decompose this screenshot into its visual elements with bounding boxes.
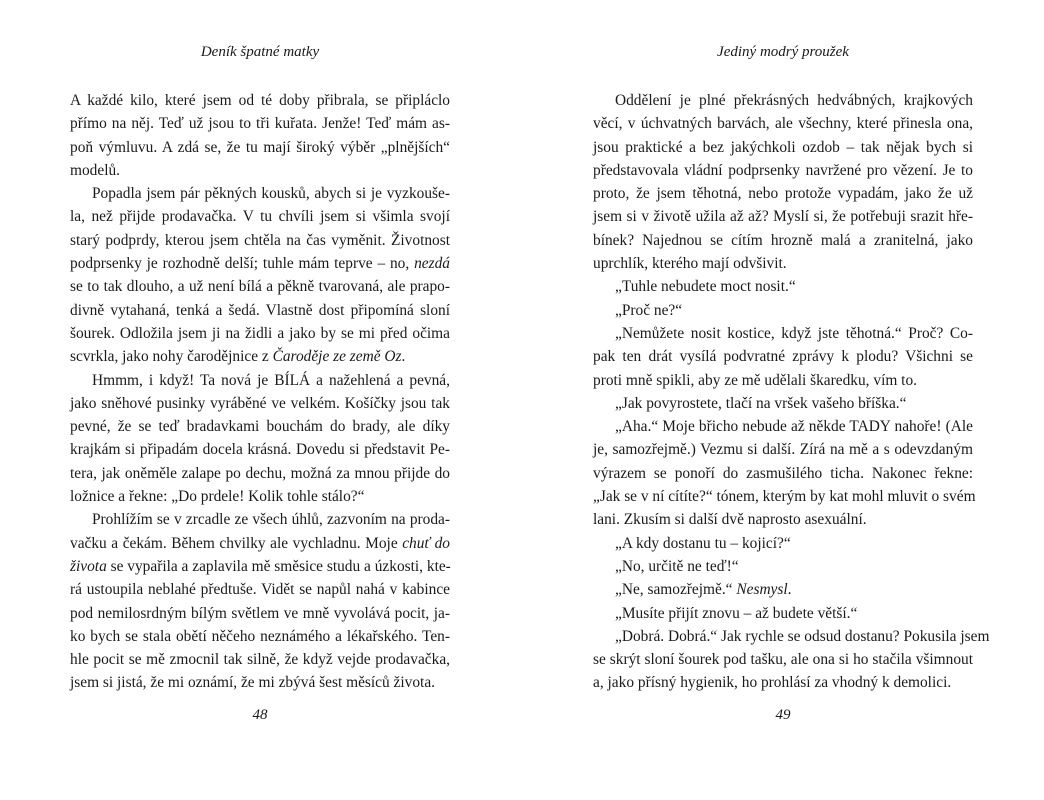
text-line: jako sněhové pusinky vyráběné ve velkém. Košíčky jsou tak [70, 394, 450, 412]
text-line: Prohlížím se v zrcadle ze všech úhlů, zazvoním na proda- [92, 511, 450, 529]
text-line: krajkám si připadám docela krásná. Dovedu si představit Pe- [70, 441, 450, 459]
left-page [70, 0, 450, 800]
text-line [593, 578, 973, 601]
text-line: „Aha.“ Moje břicho nebude až někde TADY nahoře! (Ale [615, 418, 973, 436]
text-line [70, 532, 450, 555]
text-run: . [401, 348, 406, 366]
text-line: „Musíte přijít znovu – až budete větší.“ [615, 604, 858, 622]
text-line: šourek. Odložila jsem ji na židli a jako by se mi před očima [70, 324, 450, 342]
text-line: „Tuhle nebudete moct nosit.“ [615, 278, 796, 296]
text-line: „Jak povyrostete, tlačí na vršek vašeho bříška.“ [615, 394, 907, 412]
right-body-text [593, 89, 990, 695]
text-line: „Nemůžete nosit kostice, když jste těhotná.“ Proč? Co- [615, 324, 973, 342]
text-run: se vypařila a zaplavila mě směsice studu a úzkosti, kte- [106, 557, 451, 575]
left-body-text [70, 89, 450, 695]
text-line: Hmmm, i když! Ta nová je BÍLÁ a nažehlená a pevná, [92, 371, 450, 389]
text-line: výrazem se ponoří do zasmušilého ticha. Nakonec řekne: [593, 464, 973, 482]
text-line [70, 555, 450, 578]
text-line: „Dobrá. Dobrá.“ Jak rychle se odsud dostanu? Pokusila jsem [615, 627, 990, 645]
text-run: scvrkla, jako nohy čarodějnice z [70, 348, 273, 366]
text-line: se to tak dlouho, a už není bílá a pěkně tvarovaná, ale prapo- [70, 278, 450, 296]
text-line: „Proč ne?“ [615, 301, 683, 319]
text-line: proto, že jsem těhotná, nebo protože vypadám, jako že už [593, 185, 973, 203]
text-line: tera, jak oněměle zalape po dechu, možná za mnou přijde do [70, 464, 450, 482]
text-line: se skrýt sloní šourek pod tašku, ale ona si ho stačila všimnout [593, 651, 973, 669]
text-line: Oddělení je plné překrásných hedvábných, krajkových [615, 92, 973, 109]
text-line: „No, určitě ne teď!“ [615, 557, 739, 575]
text-line: lani. Zkusím si další dvě naprosto asexuální. [593, 511, 867, 529]
right-running-head: Jediný modrý proužek [717, 44, 849, 60]
text-line: věcí, v úchvatných barvách, ale všechny, které přinesla ona, [593, 115, 973, 133]
right-page-number: 49 [775, 707, 791, 723]
text-run: vačku a čekám. Během chvilky ale vychladnu. Moje [70, 534, 403, 552]
text-run: „Ne, samozřejmě.“ [615, 581, 737, 599]
text-line: ložnice a řekne: „Do prdele! Kolik tohle stálo?“ [70, 488, 365, 506]
italic-run: života [70, 557, 107, 575]
italic-run: Čaroděje ze země Oz [272, 348, 402, 366]
italic-run: nezdá [414, 255, 450, 273]
text-line: a, jako přísný hygienik, ho prohlásí za vhodný k demolici. [593, 674, 952, 692]
text-line: „A kdy dostanu tu – kojicí?“ [615, 534, 791, 552]
italic-run: Nesmysl [736, 581, 788, 599]
text-line: la, než přijde prodavačka. V tu chvíli jsem si všimla svojí [70, 208, 450, 226]
right-page [593, 0, 990, 800]
text-run: podprsenky je rozhodně delší; tuhle mám teprve – no, [70, 255, 415, 273]
text-line [70, 345, 450, 368]
text-line: poň výmluvu. A zdá se, že tu mají široký výběr „plnějších“ [70, 138, 450, 156]
text-line: modelů. [70, 161, 121, 179]
text-line: „Jak se v ní cítíte?“ tónem, kterým by kat mohl mluvit o svém [593, 488, 976, 506]
text-line: jsem si jistá, že mi oznámí, že mi zbývá šest měsíců života. [70, 674, 436, 692]
text-line: uprchlík, kterého mají odvšivit. [593, 255, 787, 273]
text-line: proti mně spikli, aby ze mě udělali škaredku, vím to. [593, 371, 917, 389]
text-line: A každé kilo, které jsem od té doby přibrala, se připláclo [70, 92, 450, 109]
text-line: ko bych se stala obětí něčeho neznámého a lékařského. Ten- [70, 627, 450, 645]
text-line [70, 252, 450, 275]
text-line: představovala vládní podprsenky navržené pro vězení. Je to [593, 161, 973, 179]
text-line: hle pocit se mě zmocnil tak silně, že když vejde prodavačka, [70, 651, 450, 669]
left-running-head: Deník špatné matky [200, 44, 320, 60]
text-line: starý podprdy, kterou jsem chtěla na čas vyměnit. Životnost [70, 231, 450, 249]
text-line: pod nemilosrdným bílým světlem ve mně vyvolává pocit, ja- [70, 604, 450, 622]
text-run: . [787, 581, 792, 599]
italic-run: chuť do [402, 534, 450, 552]
text-line: jsou praktické a bez jakýchkoli ozdob – tak nějak bych si [593, 138, 973, 156]
text-line: přímo na něj. Teď už jsou to tři kuřata. Jenže! Teď mám as- [70, 115, 450, 133]
text-line: je, samozřejmě.) Vezmu si další. Zírá na mě a s odevzdaným [593, 441, 973, 459]
left-page-number: 48 [252, 707, 268, 723]
text-line: pevné, že se teď bradavkami bouchám do brady, ale díky [70, 418, 450, 436]
text-line: jsem si v životě užila až až? Myslí si, že potřebuji srazit hře- [593, 208, 973, 226]
text-line: pak ten drát vysílá podvratné zprávy k plodu? Všichni se [593, 348, 973, 366]
text-line: divně vytahaná, tenká a šedá. Vlastně dost připomíná sloní [70, 301, 450, 319]
text-line: Popadla jsem pár pěkných kousků, abych si je vyzkouše- [92, 185, 450, 203]
text-line: rá ustoupila neblahé předtuše. Vidět se napůl nahá v kabince [70, 581, 450, 599]
text-line: bínek? Najednou se cítím hrozně malá a zranitelná, jako [593, 231, 973, 249]
